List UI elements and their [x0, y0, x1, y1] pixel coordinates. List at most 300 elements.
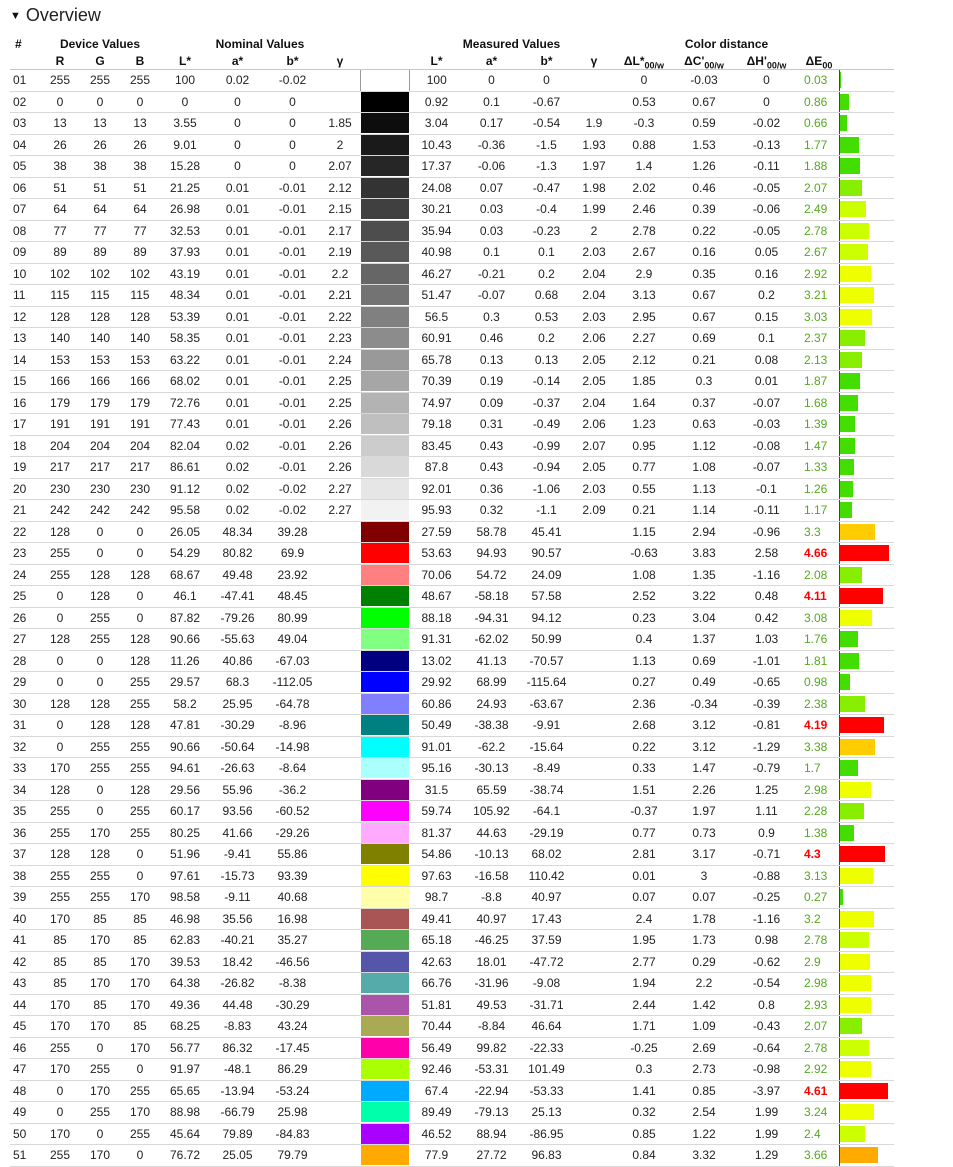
delta-e-bar [840, 373, 860, 389]
delta-e-bar-cell [839, 392, 894, 414]
device-g: 255 [80, 1102, 120, 1124]
delta-l: 2.4 [614, 908, 674, 930]
swatch-fill [361, 1016, 409, 1036]
nominal-a: 0.01 [210, 220, 265, 242]
delta-l: -0.37 [614, 801, 674, 823]
col-r-header: R [40, 52, 80, 70]
delta-e-bar-cell [839, 1016, 894, 1038]
delta-e-bar-cell [839, 564, 894, 586]
device-b: 64 [120, 199, 160, 221]
delta-e: 2.78 [799, 930, 839, 952]
nominal-gamma [320, 1016, 360, 1038]
delta-e: 0.66 [799, 113, 839, 135]
nominal-b: -60.52 [265, 801, 320, 823]
color-swatch [360, 457, 409, 479]
measured-b: -86.95 [519, 1123, 574, 1145]
delta-h: -0.81 [734, 715, 799, 737]
delta-h: -0.05 [734, 177, 799, 199]
measured-l: 91.31 [409, 629, 464, 651]
delta-l: 1.08 [614, 564, 674, 586]
delta-e-bar [840, 846, 885, 862]
nominal-a: 0.01 [210, 349, 265, 371]
row-index: 49 [10, 1102, 40, 1124]
delta-e: 3.13 [799, 865, 839, 887]
delta-h: 0.16 [734, 263, 799, 285]
device-b: 85 [120, 930, 160, 952]
delta-e: 4.3 [799, 844, 839, 866]
measured-b: 0.2 [519, 328, 574, 350]
measured-gamma: 2.06 [574, 328, 614, 350]
nominal-a: -79.26 [210, 607, 265, 629]
delta-l: 0.84 [614, 1145, 674, 1167]
measured-l: 46.27 [409, 263, 464, 285]
delta-c: 0.29 [674, 951, 734, 973]
measured-l: 97.63 [409, 865, 464, 887]
measured-gamma: 2.03 [574, 478, 614, 500]
delta-l: 1.4 [614, 156, 674, 178]
measured-a: -62.02 [464, 629, 519, 651]
nominal-l: 88.98 [160, 1102, 210, 1124]
device-g: 128 [80, 844, 120, 866]
nominal-b: -0.01 [265, 371, 320, 393]
delta-e-bar-cell [839, 629, 894, 651]
measured-gamma: 2.05 [574, 349, 614, 371]
device-g: 255 [80, 629, 120, 651]
measured-b: 96.83 [519, 1145, 574, 1167]
delta-e-bar-cell [839, 306, 894, 328]
device-b: 128 [120, 650, 160, 672]
device-b: 170 [120, 1037, 160, 1059]
device-b: 38 [120, 156, 160, 178]
color-swatch [360, 629, 409, 651]
delta-l: 0.22 [614, 736, 674, 758]
device-b: 255 [120, 693, 160, 715]
device-g: 0 [80, 521, 120, 543]
device-g: 170 [80, 1016, 120, 1038]
measured-a: 94.93 [464, 543, 519, 565]
delta-c: 0.22 [674, 220, 734, 242]
row-index: 15 [10, 371, 40, 393]
delta-e-bar-cell [839, 801, 894, 823]
delta-e-bar [840, 416, 855, 432]
col-delta-h-header: $\Delta H'_{00/w}$ [734, 52, 799, 70]
device-b: 255 [120, 672, 160, 694]
delta-l: 0.27 [614, 672, 674, 694]
device-b: 0 [120, 521, 160, 543]
row-index: 47 [10, 1059, 40, 1081]
measured-a: -0.06 [464, 156, 519, 178]
delta-e: 3.08 [799, 607, 839, 629]
color-swatch [360, 1080, 409, 1102]
device-g: 0 [80, 1037, 120, 1059]
device-g: 0 [80, 650, 120, 672]
device-g: 204 [80, 435, 120, 457]
row-index: 11 [10, 285, 40, 307]
swatch-fill [361, 930, 409, 950]
measured-gamma [574, 650, 614, 672]
table-row [10, 543, 894, 565]
delta-e-bar-cell [839, 951, 894, 973]
delta-e: 2.37 [799, 328, 839, 350]
nominal-l: 53.39 [160, 306, 210, 328]
device-b: 242 [120, 500, 160, 522]
delta-h: -0.65 [734, 672, 799, 694]
swatch-fill [361, 522, 409, 542]
device-r: 153 [40, 349, 80, 371]
measured-l: 56.49 [409, 1037, 464, 1059]
measured-b: -15.64 [519, 736, 574, 758]
overview-toggle[interactable] [10, 3, 101, 27]
device-b: 128 [120, 306, 160, 328]
delta-e-bar [840, 997, 871, 1013]
device-b: 77 [120, 220, 160, 242]
color-swatch [360, 779, 409, 801]
delta-e-bar-cell [839, 607, 894, 629]
device-b: 255 [120, 70, 160, 92]
measured-gamma: 2.05 [574, 457, 614, 479]
nominal-b: -64.78 [265, 693, 320, 715]
delta-e-bar-cell [839, 586, 894, 608]
row-index: 43 [10, 973, 40, 995]
delta-e-bar-cell [839, 285, 894, 307]
delta-h: 0.05 [734, 242, 799, 264]
delta-e-bar [840, 631, 858, 647]
delta-l: 2.02 [614, 177, 674, 199]
measured-gamma: 1.9 [574, 113, 614, 135]
delta-l: 1.85 [614, 371, 674, 393]
nominal-b: -8.38 [265, 973, 320, 995]
nominal-a: 18.42 [210, 951, 265, 973]
measured-l: 60.86 [409, 693, 464, 715]
delta-c: 1.42 [674, 994, 734, 1016]
device-r: 85 [40, 930, 80, 952]
delta-l: 2.77 [614, 951, 674, 973]
delta-h: 1.11 [734, 801, 799, 823]
measured-l: 70.39 [409, 371, 464, 393]
delta-l: 2.44 [614, 994, 674, 1016]
delta-h: -0.71 [734, 844, 799, 866]
device-b: 128 [120, 715, 160, 737]
device-g: 102 [80, 263, 120, 285]
color-swatch [360, 220, 409, 242]
row-index: 39 [10, 887, 40, 909]
nominal-a: -15.73 [210, 865, 265, 887]
nominal-b: -0.01 [265, 328, 320, 350]
delta-e-bar [840, 287, 874, 303]
color-swatch [360, 908, 409, 930]
table-row [10, 693, 894, 715]
measured-a: 0.36 [464, 478, 519, 500]
swatch-fill [361, 113, 409, 133]
delta-h: 1.99 [734, 1102, 799, 1124]
measured-a: -16.58 [464, 865, 519, 887]
table-row [10, 715, 894, 737]
measured-b: 0 [519, 70, 574, 92]
device-b: 170 [120, 1102, 160, 1124]
delta-e-bar [840, 94, 849, 110]
nominal-gamma [320, 70, 360, 92]
delta-e-bar [840, 1061, 871, 1077]
measured-b: 101.49 [519, 1059, 574, 1081]
measured-gamma: 2.05 [574, 371, 614, 393]
nominal-a: 0.01 [210, 414, 265, 436]
delta-e: 2.4 [799, 1123, 839, 1145]
nominal-a: 55.96 [210, 779, 265, 801]
delta-l: 1.64 [614, 392, 674, 414]
measured-l: 53.63 [409, 543, 464, 565]
nominal-l: 26.05 [160, 521, 210, 543]
device-g: 166 [80, 371, 120, 393]
measured-l: 81.37 [409, 822, 464, 844]
delta-e: 2.9 [799, 951, 839, 973]
nominal-b: -0.02 [265, 70, 320, 92]
measured-a: 0.03 [464, 220, 519, 242]
nominal-l: 60.17 [160, 801, 210, 823]
measured-l: 51.81 [409, 994, 464, 1016]
device-b: 128 [120, 779, 160, 801]
delta-c: 3.04 [674, 607, 734, 629]
delta-e: 2.07 [799, 1016, 839, 1038]
swatch-fill [361, 694, 409, 714]
measured-gamma [574, 758, 614, 780]
device-g: 255 [80, 1059, 120, 1081]
device-g: 255 [80, 70, 120, 92]
delta-e-bar-cell [839, 930, 894, 952]
delta-h: 0 [734, 91, 799, 113]
delta-l: 0.3 [614, 1059, 674, 1081]
table-row [10, 457, 894, 479]
measured-b: -53.33 [519, 1080, 574, 1102]
nominal-l: 0 [160, 91, 210, 113]
delta-l: -0.25 [614, 1037, 674, 1059]
measured-b: 40.97 [519, 887, 574, 909]
row-index: 13 [10, 328, 40, 350]
delta-e-bar-cell [839, 328, 894, 350]
delta-e-bar-cell [839, 543, 894, 565]
measured-gamma [574, 844, 614, 866]
delta-h: -0.39 [734, 693, 799, 715]
nominal-l: 76.72 [160, 1145, 210, 1167]
device-b: 128 [120, 564, 160, 586]
nominal-l: 46.98 [160, 908, 210, 930]
nominal-a: 25.05 [210, 1145, 265, 1167]
nominal-b: 80.99 [265, 607, 320, 629]
device-g: 230 [80, 478, 120, 500]
measured-a: 99.82 [464, 1037, 519, 1059]
table-row [10, 70, 894, 92]
measured-l: 95.16 [409, 758, 464, 780]
delta-c: 3.83 [674, 543, 734, 565]
row-index: 05 [10, 156, 40, 178]
delta-h: -3.97 [734, 1080, 799, 1102]
nominal-gamma: 2.25 [320, 392, 360, 414]
delta-h: 0.42 [734, 607, 799, 629]
delta-c: 1.26 [674, 156, 734, 178]
swatch-fill [361, 457, 409, 477]
measured-a: -8.8 [464, 887, 519, 909]
measured-b: 90.57 [519, 543, 574, 565]
nominal-a: 0.02 [210, 500, 265, 522]
measured-a: 105.92 [464, 801, 519, 823]
delta-e-bar-cell [839, 113, 894, 135]
table-row [10, 263, 894, 285]
measured-l: 95.93 [409, 500, 464, 522]
nominal-l: 39.53 [160, 951, 210, 973]
delta-c: 3.32 [674, 1145, 734, 1167]
device-r: 166 [40, 371, 80, 393]
swatch-fill [361, 629, 409, 649]
index-header: # [15, 36, 22, 51]
delta-l: 2.9 [614, 263, 674, 285]
row-index: 32 [10, 736, 40, 758]
measured-a: -62.2 [464, 736, 519, 758]
measured-b: 0.68 [519, 285, 574, 307]
nominal-a: -66.79 [210, 1102, 265, 1124]
device-b: 0 [120, 865, 160, 887]
delta-e-bar [840, 395, 858, 411]
delta-c: 1.37 [674, 629, 734, 651]
measured-gamma: 2.09 [574, 500, 614, 522]
nominal-b: 40.68 [265, 887, 320, 909]
measured-l: 88.18 [409, 607, 464, 629]
nominal-a: 0 [210, 156, 265, 178]
measured-b: 57.58 [519, 586, 574, 608]
row-index: 48 [10, 1080, 40, 1102]
measured-b: -0.14 [519, 371, 574, 393]
measured-b: -0.54 [519, 113, 574, 135]
delta-e-bar-cell [839, 1080, 894, 1102]
row-index: 18 [10, 435, 40, 457]
swatch-fill [361, 952, 409, 972]
delta-l: 0.55 [614, 478, 674, 500]
measured-a: 0.13 [464, 349, 519, 371]
table-row [10, 736, 894, 758]
delta-e-bar [840, 201, 866, 217]
delta-l: 1.51 [614, 779, 674, 801]
delta-e: 3.2 [799, 908, 839, 930]
measured-a: -0.21 [464, 263, 519, 285]
swatch-fill [361, 715, 409, 735]
row-index: 22 [10, 521, 40, 543]
nominal-gamma [320, 1037, 360, 1059]
delta-e-bar [840, 330, 865, 346]
delta-h: 0.01 [734, 371, 799, 393]
row-index: 33 [10, 758, 40, 780]
measured-b: 94.12 [519, 607, 574, 629]
delta-c: 1.13 [674, 478, 734, 500]
row-index: 30 [10, 693, 40, 715]
delta-h: -0.64 [734, 1037, 799, 1059]
swatch-fill [361, 973, 409, 993]
nominal-b: 86.29 [265, 1059, 320, 1081]
delta-c: 0.67 [674, 91, 734, 113]
row-index: 45 [10, 1016, 40, 1038]
nominal-l: 9.01 [160, 134, 210, 156]
measured-a: 54.72 [464, 564, 519, 586]
measured-l: 35.94 [409, 220, 464, 242]
measured-gamma [574, 70, 614, 92]
delta-l: 0.77 [614, 822, 674, 844]
device-r: 242 [40, 500, 80, 522]
nominal-l: 68.25 [160, 1016, 210, 1038]
device-r: 85 [40, 951, 80, 973]
measured-a: -46.25 [464, 930, 519, 952]
nominal-b: -0.02 [265, 478, 320, 500]
device-g: 170 [80, 1080, 120, 1102]
nominal-l: 48.34 [160, 285, 210, 307]
delta-e: 4.61 [799, 1080, 839, 1102]
nominal-gamma [320, 586, 360, 608]
measured-gamma [574, 1145, 614, 1167]
nominal-b: -30.29 [265, 994, 320, 1016]
table-row [10, 1102, 894, 1124]
measured-a: 0.17 [464, 113, 519, 135]
nominal-l: 29.56 [160, 779, 210, 801]
delta-e-bar [840, 739, 875, 755]
delta-c: 3 [674, 865, 734, 887]
row-index: 19 [10, 457, 40, 479]
col-b-header: B [120, 52, 160, 70]
delta-c: 0.85 [674, 1080, 734, 1102]
nominal-a: 0.01 [210, 285, 265, 307]
table-row [10, 629, 894, 651]
measured-gamma: 2.07 [574, 435, 614, 457]
nominal-a: 0.02 [210, 478, 265, 500]
device-r: 85 [40, 973, 80, 995]
measured-l: 60.91 [409, 328, 464, 350]
measured-gamma: 1.98 [574, 177, 614, 199]
nominal-l: 80.25 [160, 822, 210, 844]
device-r: 0 [40, 586, 80, 608]
device-b: 89 [120, 242, 160, 264]
measured-b: -22.33 [519, 1037, 574, 1059]
col-g-header: G [80, 52, 120, 70]
device-b: 85 [120, 908, 160, 930]
device-r: 170 [40, 1123, 80, 1145]
row-index: 41 [10, 930, 40, 952]
delta-e: 4.11 [799, 586, 839, 608]
device-g: 0 [80, 779, 120, 801]
swatch-fill [361, 156, 409, 176]
delta-c: 2.69 [674, 1037, 734, 1059]
measured-l: 56.5 [409, 306, 464, 328]
delta-e-bar-cell [839, 1123, 894, 1145]
row-index: 44 [10, 994, 40, 1016]
delta-e: 1.77 [799, 134, 839, 156]
table-row [10, 887, 894, 909]
nominal-a: 0 [210, 113, 265, 135]
table-row [10, 1123, 894, 1145]
device-r: 179 [40, 392, 80, 414]
device-g: 128 [80, 715, 120, 737]
measured-gamma: 2.03 [574, 242, 614, 264]
nominal-l: 94.61 [160, 758, 210, 780]
delta-e-bar-cell [839, 865, 894, 887]
nominal-l: 26.98 [160, 199, 210, 221]
device-r: 89 [40, 242, 80, 264]
swatch-fill [361, 565, 409, 585]
nominal-b: 48.45 [265, 586, 320, 608]
measured-a: -0.07 [464, 285, 519, 307]
measured-l: 70.44 [409, 1016, 464, 1038]
col-delta-c-header: $\Delta C'_{00/w}$ [674, 52, 734, 70]
device-g: 242 [80, 500, 120, 522]
nominal-l: 58.2 [160, 693, 210, 715]
col-nominal-b-header: b* [265, 52, 320, 70]
table-row [10, 801, 894, 823]
measured-l: 65.78 [409, 349, 464, 371]
delta-e: 3.24 [799, 1102, 839, 1124]
